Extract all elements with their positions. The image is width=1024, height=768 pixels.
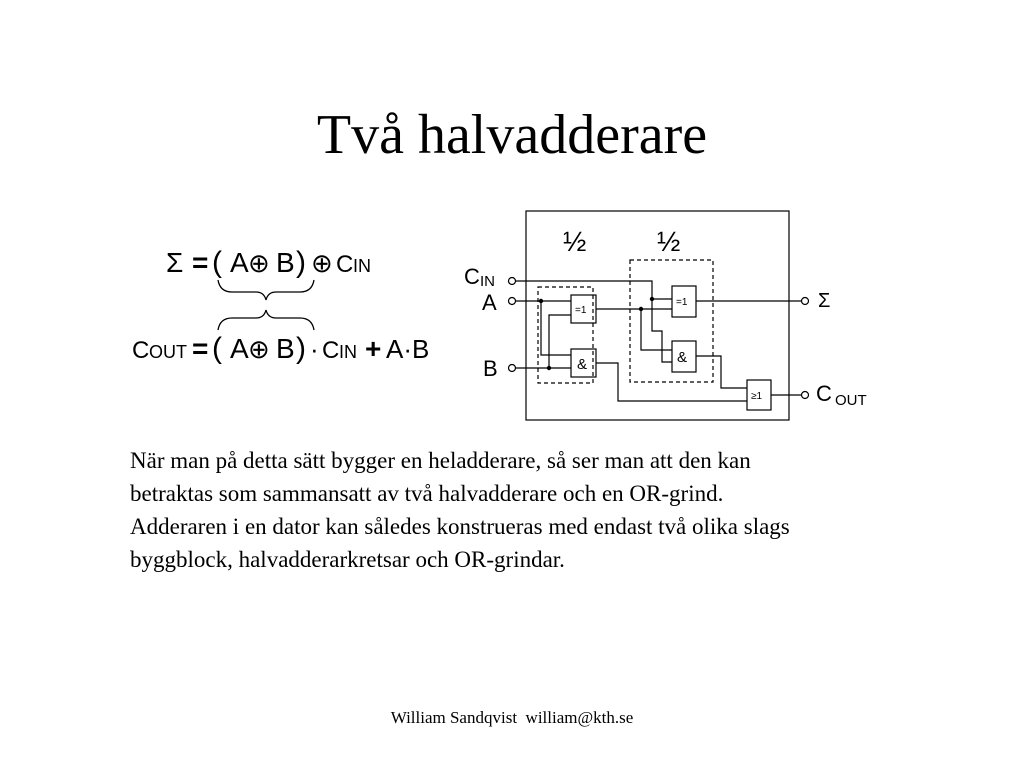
cout-letter: C	[132, 337, 150, 364]
slide-title: Två halvadderare	[316, 104, 708, 166]
and-dot: ·	[310, 334, 319, 364]
var-a-2: A	[230, 333, 249, 364]
junction-dot	[650, 297, 654, 301]
cout-output-sub: OUT	[835, 392, 867, 409]
var-a: A	[230, 247, 249, 278]
and-gate-2-label: &	[677, 349, 688, 366]
xor-operator: ⊕	[248, 248, 270, 278]
overbrace	[218, 310, 314, 330]
xor-operator-3: ⊕	[248, 334, 270, 364]
half-label-2: ½	[657, 226, 681, 257]
var-b-2: B	[276, 333, 295, 364]
cin-label-sub: IN	[480, 273, 495, 290]
xor-operator-2: ⊕	[311, 248, 333, 278]
cin-subscript-2: IN	[339, 342, 357, 362]
cin-letter-2: C	[322, 337, 340, 364]
and-gate-1-label: &	[577, 356, 588, 373]
a-terminal	[509, 298, 516, 305]
cin-subscript: IN	[353, 256, 371, 276]
cin-label: C	[464, 264, 480, 289]
explanation-paragraph	[130, 444, 970, 576]
sum-symbol: Σ	[166, 247, 184, 278]
cin-letter: C	[336, 251, 354, 278]
paren-close-2: )	[296, 332, 306, 365]
paren-open: (	[212, 246, 222, 279]
paragraph-line: betraktas som sammansatt av två halvadderare och en OR-grind.	[130, 481, 724, 506]
xor-gate-2-label: =1	[676, 297, 688, 308]
paren-open-2: (	[212, 332, 222, 365]
paren-close: )	[296, 246, 306, 279]
xor-gate-1-label: =1	[575, 305, 587, 316]
ab-term: A·B	[386, 334, 430, 364]
equals-sign-2: =	[192, 333, 209, 364]
paragraph-line: byggblock, halvadderarkretsar och OR-grindar.	[130, 547, 565, 572]
junction-dot	[639, 307, 643, 311]
sum-terminal	[802, 298, 809, 305]
junction-dot	[539, 299, 543, 303]
plus-sign: +	[365, 333, 382, 364]
b-terminal	[509, 365, 516, 372]
paragraph-line: När man på detta sätt bygger en heladderare, så ser man att den kan	[130, 448, 751, 473]
b-label: B	[483, 356, 498, 381]
a-label: A	[482, 290, 497, 315]
underbrace	[218, 280, 314, 300]
junction-dot	[547, 366, 551, 370]
slide-footer: William Sandqvist william@kth.se	[390, 708, 634, 727]
cout-subscript: OUT	[149, 342, 187, 362]
var-b: B	[276, 247, 295, 278]
formula-block	[128, 232, 448, 377]
half-label-1: ½	[563, 226, 587, 257]
equals-sign: =	[192, 247, 209, 278]
cin-terminal	[509, 278, 516, 285]
cout-output-label: C	[816, 381, 832, 406]
cout-terminal	[802, 392, 809, 399]
paragraph-line: Adderaren i en dator kan således konstrueras med endast två olika slags	[130, 514, 790, 539]
or-gate-label: ≥1	[751, 391, 763, 402]
full-adder-circuit	[455, 205, 885, 425]
sum-output-label: Σ	[818, 290, 831, 312]
